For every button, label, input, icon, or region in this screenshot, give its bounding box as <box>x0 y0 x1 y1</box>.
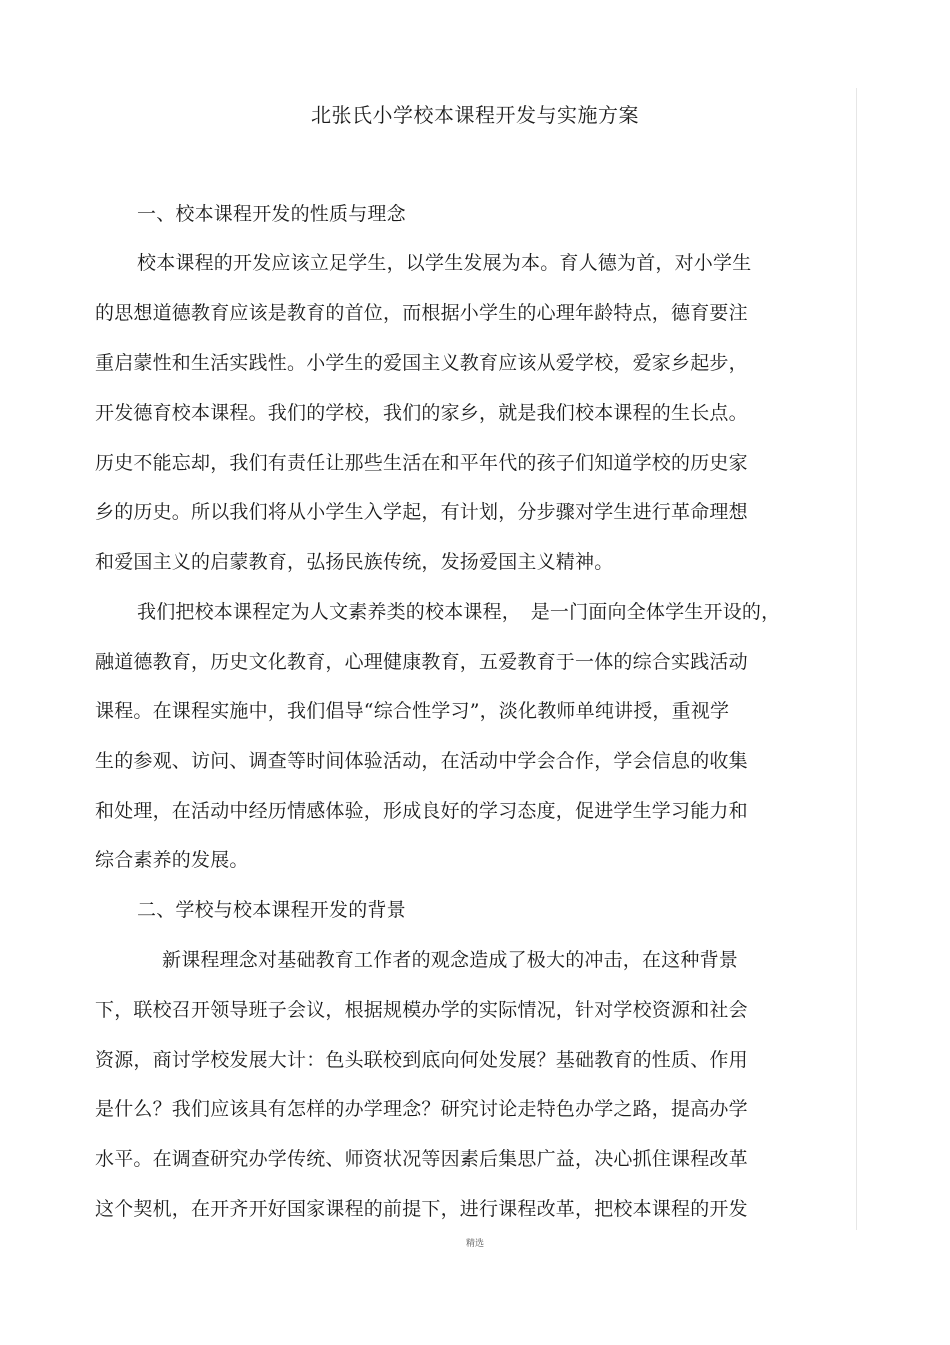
paragraph-line: 下，联校召开领导班子会议，根据规模办学的实际情况，针对学校资源和社会 <box>95 999 748 1021</box>
paragraph-line: 水平。在调查研究办学传统、师资状况等因素后集思广益，决心抓住课程改革 <box>95 1148 748 1170</box>
paragraph-line: 是什么？我们应该具有怎样的办学理念？研究讨论走特色办学之路，提高办学 <box>95 1098 748 1120</box>
paragraph-line: 开发德育校本课程。我们的学校，我们的家乡，就是我们校本课程的生长点。 <box>95 402 748 424</box>
paragraph-line: 这个契机，在开齐开好国家课程的前提下，进行课程改革，把校本课程的开发 <box>95 1198 748 1220</box>
paragraph-line: 和爱国主义的启蒙教育，弘扬民族传统，发扬爱国主义精神。 <box>95 551 614 573</box>
paragraph-line: 校本课程的开发应该立足学生，以学生发展为本。育人德为首，对小学生 <box>137 252 752 274</box>
paragraph-line: 历史不能忘却，我们有责任让那些生活在和平年代的孩子们知道学校的历史家 <box>95 452 748 474</box>
paragraph-line: 新课程理念对基础教育工作者的观念造成了极大的冲击，在这种背景 <box>162 949 739 971</box>
document-title: 北张氏小学校本课程开发与实施方案 <box>311 103 639 127</box>
paragraph-line: 乡的历史。所以我们将从小学生入学起，有计划，分步骤对学生进行革命理想 <box>95 501 748 523</box>
paragraph-line: 融道德教育，历史文化教育，心理健康教育，五爱教育于一体的综合实践活动 <box>95 651 748 673</box>
paragraph-line: 重启蒙性和生活实践性。小学生的爱国主义教育应该从爱学校，爱家乡起步， <box>95 352 748 374</box>
paragraph-line: 资源，商讨学校发展大计：色头联校到底向何处发展？基础教育的性质、作用 <box>95 1049 748 1071</box>
page-footer: 精选 <box>465 1239 484 1249</box>
paragraph-line: 生的参观、访问、调查等时间体验活动，在活动中学会合作，学会信息的收集 <box>95 750 748 772</box>
page-edge-rule <box>856 88 857 1230</box>
paragraph-line: 我们把校本课程定为人文素养类的校本课程， 是一门面向全体学生开设的， <box>137 601 781 623</box>
section-heading-1: 一、校本课程开发的性质与理念 <box>137 203 406 225</box>
paragraph-line: 和处理，在活动中经历情感体验，形成良好的学习态度，促进学生学习能力和 <box>95 800 748 822</box>
paragraph-line: 综合素养的发展。 <box>95 849 249 871</box>
section-heading-2: 二、学校与校本课程开发的背景 <box>137 899 406 921</box>
paragraph-line: 课程。在课程实施中，我们倡导“综合性学习”，淡化教师单纯讲授，重视学 <box>95 700 730 722</box>
paragraph-line: 的思想道德教育应该是教育的首位，而根据小学生的心理年龄特点，德育要注 <box>95 302 748 324</box>
